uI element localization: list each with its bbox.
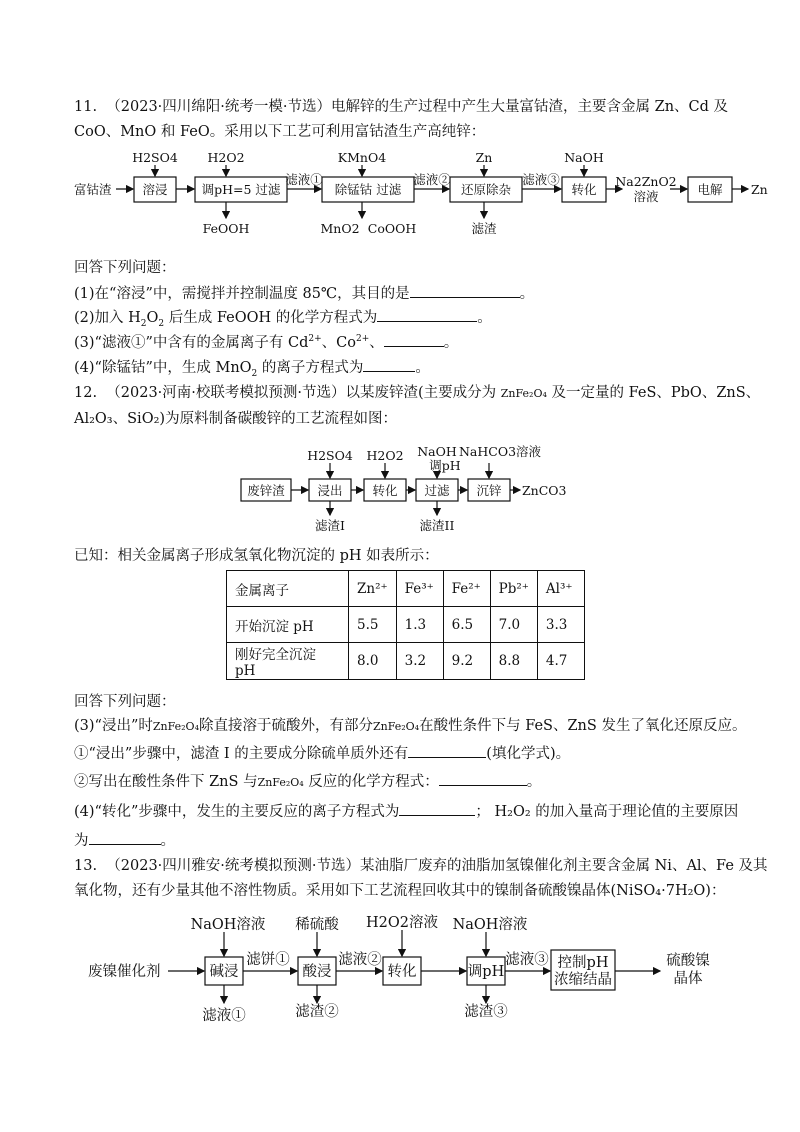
table-ion-cell: Pb²⁺ <box>490 571 537 607</box>
q11-step-4: 还原除杂 <box>460 182 512 197</box>
q11-below-2: MnO2 <box>320 221 360 236</box>
q13-between-2: 滤液② <box>338 952 382 968</box>
table-header-cell: 金属离子 <box>227 571 349 607</box>
q12-reagent-1: H2SO4 <box>307 448 353 463</box>
q13-line1: 13. （2023·四川雅安·统考模拟预测·节选）某油脂厂废弃的油脂加氢镍催化剂主要含金属 Ni、Al、Fe 及其 <box>74 858 768 874</box>
q11-q3-blank[interactable] <box>384 332 444 347</box>
q13-step-4: 调pH <box>467 964 505 980</box>
q11-line1 <box>74 97 728 117</box>
q12-q3-1: ①“浸出”步骤中，滤渣 I 的主要成分除硫单质外还有 (填化学式)。 <box>74 743 570 764</box>
table-row <box>227 607 585 643</box>
q11-q4-blank[interactable] <box>363 357 415 372</box>
q13-reagent-4: NaOH溶液 <box>452 917 528 933</box>
q11-filtrate-2: 滤液② <box>413 172 451 187</box>
q13-reagent-1: NaOH溶液 <box>190 917 266 933</box>
q13-reagent-2: 稀硫酸 <box>295 917 339 933</box>
table-cell: 7.0 <box>490 607 537 643</box>
q11-step-2: 调pH=5 过滤 <box>201 182 281 197</box>
q11-step-6: 电解 <box>697 182 723 197</box>
q12-q3-2: ②写出在酸性条件下 ZnS 与ZnFe₂O₄ 反应的化学方程式： 。 <box>74 771 541 793</box>
table-cell: 8.8 <box>490 643 537 680</box>
q11-source: （2023·四川绵阳·统考一模·节选） <box>106 99 332 115</box>
q13-final-box-1: 控制pH <box>557 955 609 971</box>
table-ion-cell: Zn²⁺ <box>349 571 397 607</box>
q12-source: （2023·河南·校联考模拟预测·节选） <box>106 385 346 401</box>
q11-flow-start: 富钴渣 <box>74 182 112 197</box>
q11-below-4: 滤渣 <box>471 221 497 236</box>
q12-flowchart <box>230 440 590 540</box>
q12-reagent-3: NaOH <box>417 444 457 459</box>
q12-q4-cont: 为 。 <box>74 830 175 851</box>
q11-stem-2: CoO、MnO 和 FeO。采用以下工艺可利用富钴渣生产高纯锌： <box>74 124 486 140</box>
table-cell: 9.2 <box>443 643 490 680</box>
q11-filtrate-3: 滤液③ <box>522 172 560 187</box>
q12-reagent-2: H2O2 <box>366 448 404 463</box>
q13-below-1: 滤液① <box>202 1008 246 1024</box>
q11-intermediate-2: 溶液 <box>633 189 659 204</box>
q12-line2: Al₂O₃、SiO₂)为原料制备碳酸锌的工艺流程如图： <box>74 411 398 427</box>
q11-reagent-1: H2SO4 <box>132 150 178 165</box>
table-row <box>227 571 585 607</box>
q11-reagent-3: KMnO4 <box>337 150 387 165</box>
q13-flowchart <box>80 905 720 1035</box>
q11-reagent-2: H2O2 <box>207 150 245 165</box>
q12-q3-1-blank[interactable] <box>408 743 486 758</box>
q12-step-1: 废锌渣 <box>247 483 285 498</box>
q11-q1: (1)在“溶浸”中，需搅拌并控制温度 85℃，其目的是 。 <box>74 283 534 304</box>
q13-flow-start: 废镍催化剂 <box>88 964 161 980</box>
table-ion-cell: Al³⁺ <box>537 571 584 607</box>
table-ion-cell: Fe³⁺ <box>396 571 443 607</box>
q11-below-1: FeOOH <box>202 221 250 236</box>
table-row <box>227 643 585 680</box>
q12-below-1: 滤渣I <box>315 518 345 533</box>
q13-step-1: 碱浸 <box>209 964 239 980</box>
table-ion-cell: Fe²⁺ <box>443 571 490 607</box>
table-row-label: 刚好完全沉淀 pH <box>227 643 349 680</box>
table-cell: 1.3 <box>396 607 443 643</box>
q12-reagent-5: NaHCO3溶液 <box>458 444 542 459</box>
q12-step-2: 浸出 <box>317 483 343 498</box>
q11-q2: (2)加入 $H_2O_2$ 后生成 FeOOH 的化学方程式为 。 <box>74 307 492 328</box>
table-cell: 4.7 <box>537 643 584 680</box>
q12-q4-blank-2[interactable] <box>89 830 161 845</box>
q12-q3-2-blank[interactable] <box>439 771 527 786</box>
q13-end-2: 晶体 <box>673 971 703 987</box>
q12-step-4: 过滤 <box>424 483 450 498</box>
q12-known: 已知：相关金属离子形成氢氧化物沉淀的 pH 如表所示： <box>74 548 439 564</box>
q11-step-3: 除锰钴 过滤 <box>334 182 402 197</box>
q11-q3: (3)“滤液①”中含有的金属离子有 $Cd^{2+}$、$Co^{2+}$、 。 <box>74 332 458 353</box>
table-cell: 5.5 <box>349 607 397 643</box>
q13-step-2: 酸浸 <box>302 964 332 980</box>
q12-q4: (4)“转化”步骤中，发生的主要反应的离子方程式为 ； H₂O₂ 的加入量高于理论值的主要原因 <box>74 801 738 822</box>
q12-below-2: 滤渣II <box>419 518 455 533</box>
q11-q1-blank[interactable] <box>410 283 520 298</box>
q13-number: 13. <box>74 858 98 874</box>
table-cell: 3.2 <box>396 643 443 680</box>
q11-flowchart <box>68 146 768 246</box>
q13-end-1: 硫酸镍 <box>666 953 710 969</box>
q11-filtrate-1: 滤液① <box>285 172 323 187</box>
q11-step-1: 溶浸 <box>142 182 168 197</box>
q12-step-5: 沉锌 <box>476 483 502 498</box>
table-cell: 8.0 <box>349 643 397 680</box>
q12-q4-blank-1[interactable] <box>399 801 475 816</box>
q12-number: 12. <box>74 385 98 401</box>
q11-reagent-4: Zn <box>475 150 493 165</box>
q11-q4: (4)“除锰钴”中，生成 MnO$_2$ 的离子方程式为 。 <box>74 357 430 378</box>
q13-step-3: 转化 <box>387 964 417 980</box>
table-cell: 6.5 <box>443 607 490 643</box>
q12-prompt: 回答下列问题： <box>74 694 176 710</box>
q13-between-3: 滤液③ <box>505 952 549 968</box>
q12-step-3: 转化 <box>372 483 398 498</box>
q12-ph-table <box>226 570 585 680</box>
q11-reagent-5: NaOH <box>564 150 604 165</box>
q12-line1: 12. （2023·河南·校联考模拟预测·节选）以某废锌渣(主要成分为 ZnFe₂O₄ 及一定量的 FeS、PbO、ZnS、 <box>74 385 761 401</box>
q11-intermediate-1: Na2ZnO2 <box>615 174 677 189</box>
q12-q3: (3)“浸出”时ZnFe₂O₄除直接溶于硫酸外，有部分ZnFe₂O₄在酸性条件下与 FeS、ZnS 发生了氧化还原反应。 <box>74 718 747 734</box>
q11-below-3: CoOOH <box>367 221 417 236</box>
q13-between-1: 滤饼① <box>246 952 290 968</box>
q13-reagent-3: H2O2溶液 <box>366 915 438 931</box>
q13-final-box-2: 浓缩结晶 <box>554 972 612 988</box>
q11-q2-blank[interactable] <box>377 307 477 322</box>
q11-prompt: 回答下列问题： <box>74 260 176 276</box>
table-row-label: 开始沉淀 pH <box>227 607 349 643</box>
q12-reagent-4: 调pH <box>429 458 461 473</box>
q11-stem-1: 电解锌的生产过程中产生大量富钴渣，主要含金属 Zn、Cd 及 <box>331 99 729 115</box>
q13-below-3: 滤渣③ <box>464 1004 508 1020</box>
q11-step-5: 转化 <box>571 182 597 197</box>
q12-flow-end: ZnCO3 <box>522 483 567 498</box>
q13-below-2: 滤渣② <box>295 1004 339 1020</box>
table-cell: 3.3 <box>537 607 584 643</box>
q13-source: （2023·四川雅安·统考模拟预测·节选） <box>106 858 361 874</box>
q11-number: 11. <box>74 99 98 115</box>
q11-flow-end: Zn <box>751 182 768 197</box>
q13-stem-2: 氧化物，还有少量其他不溶性物质。采用如下工艺流程回收其中的镍制备硫酸镍晶体(NiSO₄·7H₂O)： <box>74 883 726 899</box>
